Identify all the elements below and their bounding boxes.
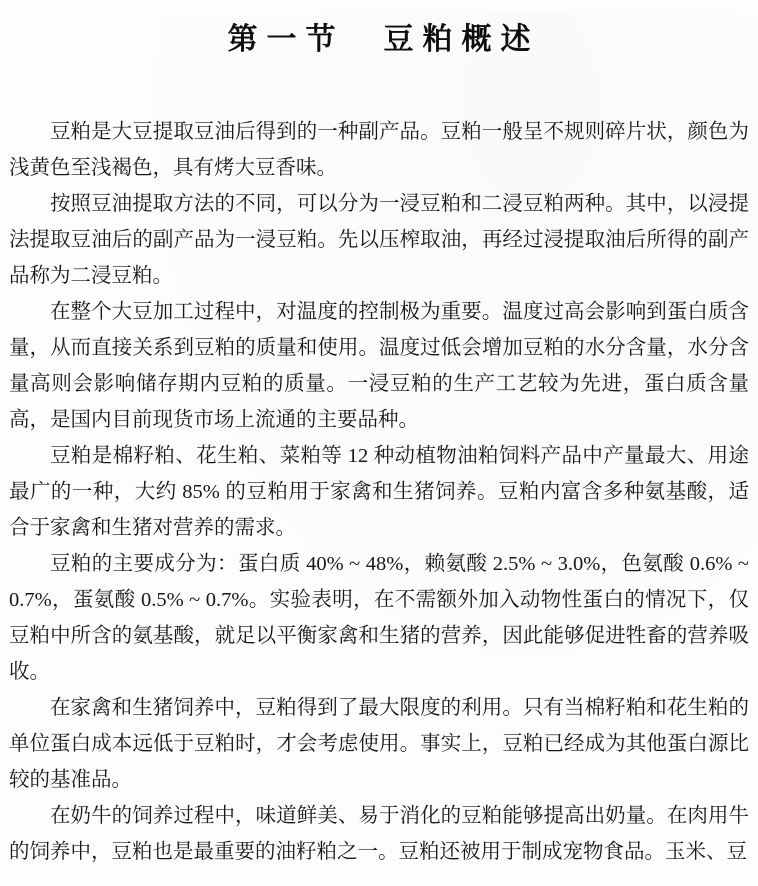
section-title: 第一节 豆粕概述	[227, 23, 540, 56]
paragraph-composition: 豆粕的主要成分为：蛋白质 40% ~ 48%，赖氨酸 2.5% ~ 3.0%，色氨酸 0.6% ~ 0.7%，蛋氨酸 0.5% ~ 0.7%。实验表明，在不需额外加入动物性蛋白的情况下，仅豆粕中所含的氨基酸，就足以平衡家禽和生猪的营养，因此能够促进牲畜的营养吸收。	[9, 553, 749, 683]
body-text	[9, 114, 749, 870]
paragraph-livestock-benchmark: 在家禽和生猪饲养中，豆粕得到了最大限度的利用。只有当棉籽粕和花生粕的单位蛋白成本远低于豆粕时，才会考虑使用。事实上，豆粕已经成为其他蛋白源比较的基准品。	[9, 697, 749, 791]
document-page	[0, 14, 758, 886]
paragraph-dairy-and-petfood: 在奶牛的饲养过程中，味道鲜美、易于消化的豆粕能够提高出奶量。在肉用牛的饲养中，豆粕也是最重要的油籽粕之一。豆粕还被用于制成宠物食品。玉米、豆	[9, 805, 749, 863]
paragraph-temperature-control: 在整个大豆加工过程中，对温度的控制极为重要。温度过高会影响到蛋白质含量，从而直接关系到豆粕的质量和使用。温度过低会增加豆粕的水分含量，水分含量高则会影响储存期内豆粕的质量。一浸豆粕的生产工艺较为先进，蛋白质含量高，是国内目前现货市场上流通的主要品种。	[9, 301, 749, 431]
paragraph-extraction-methods: 按照豆油提取方法的不同，可以分为一浸豆粕和二浸豆粕两种。其中，以浸提法提取豆油后的副产品为一浸豆粕。先以压榨取油，再经过浸提取油后所得的副产品称为二浸豆粕。	[9, 193, 749, 287]
paragraph-intro: 豆粕是大豆提取豆油后得到的一种副产品。豆粕一般呈不规则碎片状，颜色为浅黄色至浅褐色，具有烤大豆香味。	[9, 121, 749, 179]
paragraph-production-usage: 豆粕是棉籽粕、花生粕、菜粕等 12 种动植物油粕饲料产品中产量最大、用途最广的一种，大约 85% 的豆粕用于家禽和生猪饲养。豆粕内富含多种氨基酸，适合于家禽和生猪对营养的需求。	[9, 445, 749, 539]
